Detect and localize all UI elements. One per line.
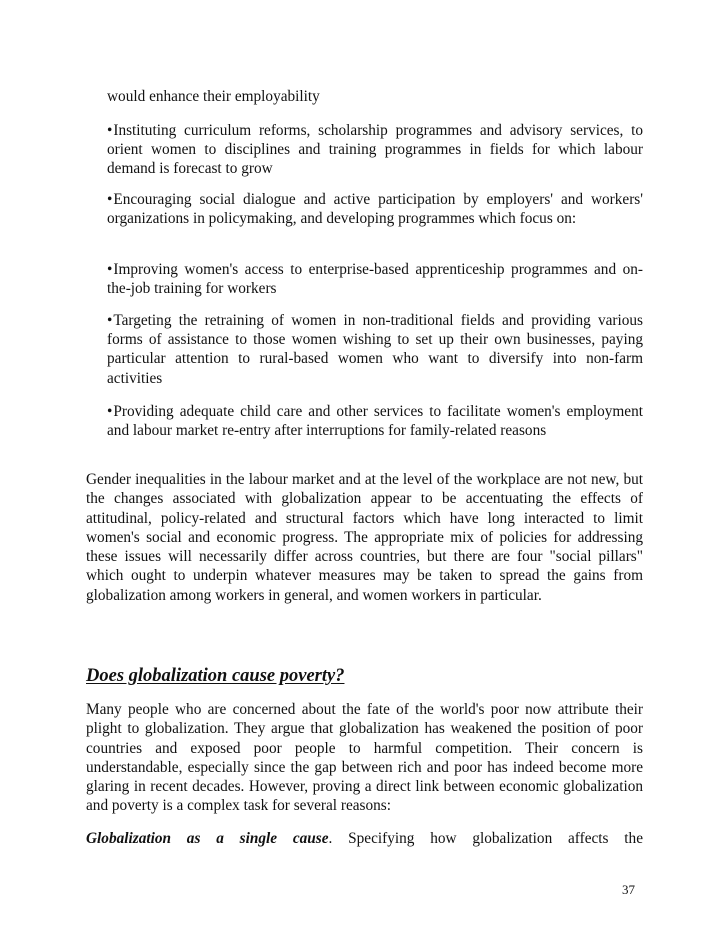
bullet-item: [107, 121, 643, 179]
bullet-item: [107, 402, 643, 440]
bullet-text: Instituting curriculum reforms, scholarship programmes and advisory services, to orient women to disciplines and training programmes in fields for which labour demand is forecast to grow: [107, 122, 643, 178]
page-number: 37: [622, 882, 635, 897]
section-heading: Does globalization cause poverty?: [86, 666, 345, 686]
bullet-text: Targeting the retraining of women in non-traditional fields and providing various forms of assistance to those women wishing to set up their own businesses, paying particular attention to rural-based women who want to diversify into non-farm activities: [107, 312, 643, 387]
continuation-text: would enhance their employability: [107, 88, 320, 105]
bullet-icon: •: [107, 261, 113, 278]
bullet-item: [107, 311, 643, 388]
body-paragraph-start: [86, 829, 643, 848]
bullet-icon: •: [107, 191, 113, 208]
bullet-item: [107, 260, 643, 298]
bullet-text: Encouraging social dialogue and active participation by employers' and workers' organizations in policymaking, and developing programmes which focus on:: [107, 191, 643, 228]
bullet-icon: •: [107, 403, 113, 420]
bullet-item: [107, 190, 643, 228]
bullet-text: Providing adequate child care and other services to facilitate women's employment and labour market re-entry after interruptions for family-related reasons: [107, 403, 643, 440]
bullet-icon: •: [107, 122, 113, 139]
bold-italic-lead: Globalization as a single cause: [86, 830, 329, 847]
body-paragraph: Many people who are concerned about the fate of the world's poor now attribute their plight to globalization. They argue that globalization has weakened the position of poor countries and exposed poor people to harmful competition. Their concern is understandable, especially since the gap between rich and poor has indeed become more glaring in recent decades. However, proving a direct link between economic globalization and poverty is a complex task for several reasons:: [86, 701, 643, 815]
body-paragraph: Gender inequalities in the labour market and at the level of the workplace are not new, but the changes associated with globalization appear to be accentuating the effects of attitudinal, policy-related and structural factors which have long interacted to limit women's social and economic progress. The appropriate mix of policies for addressing these issues will necessarily differ across countries, but there are four "social pillars" which ought to underpin whatever measures may be taken to spread the gains from globalization among workers in general, and women workers in particular.: [86, 471, 643, 604]
bullet-text: Improving women's access to enterprise-based apprenticeship programmes and on-the-job training for workers: [107, 261, 643, 298]
bullet-icon: •: [107, 312, 113, 329]
lead-continuation: . Specifying how globalization affects the: [328, 830, 643, 847]
